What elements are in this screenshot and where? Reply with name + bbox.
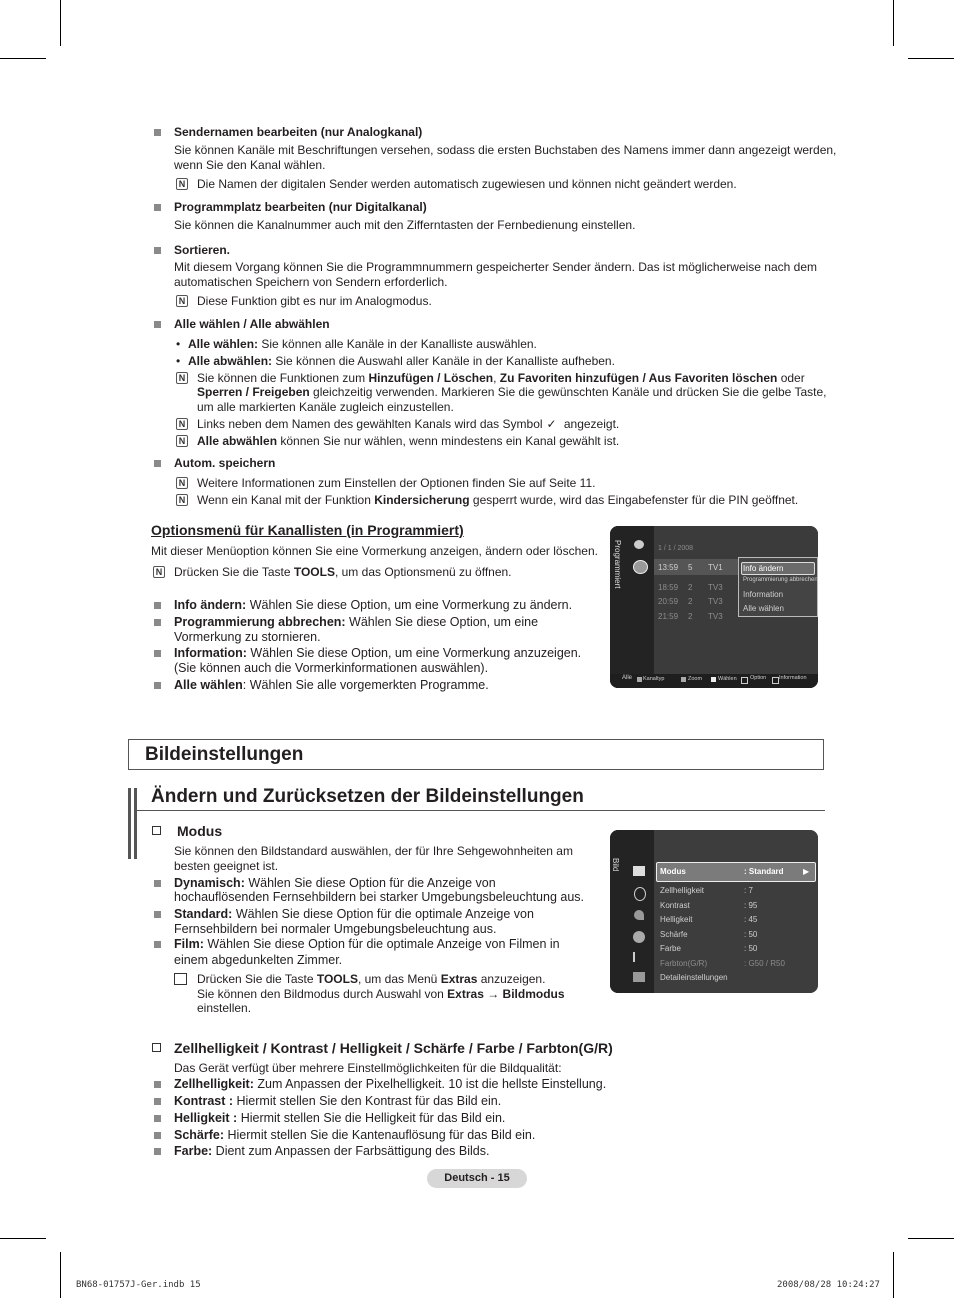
application-icon	[633, 972, 645, 982]
note-text: Weitere Informationen zum Einstellen der Optionen finden Sie auf Seite 11.	[197, 476, 596, 490]
info-icon	[772, 677, 779, 684]
note-part: Sie können die Funktionen zum	[197, 371, 369, 385]
footer-all: Alle	[622, 675, 633, 681]
setting-label[interactable]: Helligkeit	[660, 915, 693, 924]
checkbox-square-icon	[152, 1043, 161, 1052]
note-text	[197, 385, 826, 400]
bullet-square	[154, 650, 161, 657]
setting-label[interactable]: Farbe	[660, 944, 681, 953]
crop-mark	[60, 0, 61, 46]
bullet-label: Alle wählen:	[188, 337, 259, 351]
note-part: angezeigt.	[560, 417, 620, 431]
bullet-desc: Sie können alle Kanäle in der Kanalliste auswählen.	[258, 337, 537, 351]
page-number-badge: Deutsch - 15	[427, 1169, 527, 1188]
option-desc: hochauflösenden Fernsehbildern bei starker Umgebungsbeleuchtung aus.	[174, 890, 584, 904]
option-label: Schärfe:	[174, 1128, 225, 1142]
bullet-square	[154, 941, 161, 948]
title-rule	[137, 810, 825, 811]
note-text	[197, 371, 805, 386]
footer-kanaltyp: Kanaltyp	[643, 676, 665, 682]
option-item	[174, 1077, 606, 1092]
row-num: 5	[688, 563, 693, 572]
note-part: Links neben dem Namen des gewählten Kanals wird das Symbol	[197, 417, 543, 431]
bullet-square	[154, 321, 161, 328]
option-label: Dynamisch:	[174, 876, 245, 890]
option-label: Farbe:	[174, 1144, 213, 1158]
option-item	[174, 937, 560, 952]
accent-bar	[128, 788, 131, 859]
row-channel: TV3	[708, 583, 723, 592]
bullet-square	[154, 602, 161, 609]
bullet-square	[154, 247, 161, 254]
setting-value: : 50	[744, 944, 758, 953]
bullet-square	[154, 204, 161, 211]
side-label: Bild	[611, 858, 620, 872]
green-button-icon	[681, 677, 686, 682]
crop-mark	[0, 58, 46, 59]
note-part: Sie können den Bildmodus durch Auswahl von	[197, 987, 448, 1001]
red-button-icon	[637, 677, 642, 682]
note-part: , um das Menü	[357, 972, 441, 986]
popup-item-programmierung-abbrechen[interactable]: Programmierung abbrechen	[743, 577, 818, 583]
setting-label[interactable]: Detaileinstellungen	[660, 973, 728, 982]
crop-mark	[893, 0, 894, 46]
bullet-square	[154, 1081, 161, 1088]
options-heading: Optionsmenü für Kanallisten (in Programmiert)	[151, 522, 464, 538]
note-part: TOOLS	[316, 972, 358, 986]
note-text	[197, 493, 798, 508]
file-info: BN68-01757J-Ger.indb 15	[76, 1280, 201, 1290]
row-channel: TV1	[708, 563, 723, 572]
clock-icon	[633, 560, 648, 574]
tools-note	[197, 987, 565, 1002]
option-desc: Wählen Sie diese Option, um eine	[345, 615, 539, 629]
note-part: Alle abwählen	[197, 434, 278, 448]
popup-item-info-aendern[interactable]: Info ändern	[743, 564, 784, 573]
note-part: können Sie nur wählen, wenn mindestens ein Kanal gewählt ist.	[277, 434, 620, 448]
body-text: Sie können die Kanalnummer auch mit den Zifferntasten der Fernbedienung einstellen.	[174, 218, 636, 232]
bullet-dot: •	[176, 337, 181, 351]
option-desc: Wählen Sie diese Option für die Anzeige von	[244, 876, 496, 890]
section-title: Autom. speichern	[174, 456, 276, 470]
note-part: Kindersicherung	[374, 493, 470, 507]
option-label: Standard:	[174, 907, 233, 921]
note-text: Diese Funktion gibt es nur im Analogmodus.	[197, 294, 432, 308]
bullet-square	[154, 682, 161, 689]
setting-label[interactable]: Schärfe	[660, 930, 688, 939]
crop-mark	[60, 1252, 61, 1298]
body-text: Sie können Kanäle mit Beschriftungen versehen, sodass die ersten Buchstaben des Namens immer dann angezeigt werden,	[174, 143, 837, 157]
picture-icon	[633, 866, 645, 876]
note-icon: N	[176, 435, 188, 447]
bullet-dot: •	[176, 354, 181, 368]
option-desc: Wählen Sie diese Option, um eine Vormerkung anzuzeigen.	[246, 646, 582, 660]
options-popup	[738, 557, 818, 617]
option-label: Helligkeit :	[174, 1111, 238, 1125]
setting-value: : 95	[744, 901, 758, 910]
option-item	[174, 646, 581, 661]
setting-value-modus[interactable]: : Standard	[744, 867, 784, 876]
row-num: 2	[688, 612, 693, 621]
row-time: 18:59	[658, 583, 679, 592]
option-label: Kontrast :	[174, 1094, 234, 1108]
note-text	[197, 417, 619, 432]
setting-value: : G50 / R50	[744, 959, 785, 968]
bullet-square	[154, 460, 161, 467]
footer-waehlen: Wählen	[718, 676, 737, 682]
crop-mark	[908, 58, 954, 59]
tv-screen-programmiert	[610, 526, 818, 688]
option-desc: einem abgedunkelten Zimmer.	[174, 953, 343, 967]
option-item	[174, 876, 496, 891]
option-item	[174, 1128, 535, 1143]
bullet-desc: Sie können die Auswahl aller Kanäle in der Kanalliste aufheben.	[272, 354, 615, 368]
note-part: Drücken Sie die Taste	[197, 972, 317, 986]
heart-icon	[634, 540, 644, 549]
bullet-square	[154, 911, 161, 918]
note-text	[174, 565, 512, 580]
screen-list-panel	[654, 830, 818, 993]
section-title: Sortieren.	[174, 243, 231, 257]
option-item	[174, 615, 538, 630]
bullet-square	[154, 129, 161, 136]
note-part: Sperren / Freigeben	[197, 385, 310, 399]
footer-option: Option	[750, 675, 767, 681]
body-text: Das Gerät verfügt über mehrere Einstellmöglichkeiten für die Bildqualität:	[174, 1061, 562, 1075]
setting-label-modus[interactable]: Modus	[660, 867, 686, 876]
option-item	[174, 907, 534, 922]
setting-value: : 50	[744, 930, 758, 939]
tv-screen-bild	[610, 830, 818, 993]
row-time: 21:59	[658, 612, 679, 621]
note-part: ,	[493, 371, 500, 385]
note-part: , um das Optionsmenü zu öffnen.	[334, 565, 512, 579]
tools-icon	[174, 973, 187, 985]
option-label: Info ändern:	[174, 598, 247, 612]
note-text: Die Namen der digitalen Sender werden automatisch zugewiesen und können nicht geändert werden.	[197, 177, 737, 191]
setting-label[interactable]: Kontrast	[660, 901, 690, 910]
option-desc: Vormerkung zu stornieren.	[174, 630, 321, 644]
option-desc: Dient zum Anpassen der Farbsättigung des Bilds.	[212, 1144, 490, 1158]
row-num: 2	[688, 583, 693, 592]
side-label: Programmiert	[613, 540, 622, 589]
setting-value: : 7	[744, 886, 753, 895]
body-text: Mit diesem Vorgang können Sie die Programmnummern gespeicherter Sender ändern. Das ist möglicherweise nach dem	[174, 260, 817, 274]
check-icon: ✓	[546, 417, 557, 431]
bullet-square	[154, 1148, 161, 1155]
option-item	[174, 598, 572, 613]
bullet-square	[154, 1115, 161, 1122]
option-item	[174, 1144, 489, 1159]
note-icon: N	[153, 566, 165, 578]
input-icon	[633, 952, 645, 962]
section-title: Alle wählen / Alle abwählen	[174, 317, 330, 331]
screen-sidebar	[610, 830, 654, 993]
crop-mark	[908, 1238, 954, 1239]
option-desc: Wählen Sie diese Option für die optimale Anzeige von	[232, 907, 534, 921]
checkbox-square-icon	[152, 826, 161, 835]
option-item	[174, 678, 489, 693]
setting-label[interactable]: Zellhelligkeit	[660, 886, 705, 895]
option-desc: Wählen Sie diese Option für die optimale Anzeige von Filmen in	[203, 937, 560, 951]
popup-item-information[interactable]: Information	[743, 590, 784, 599]
note-part: Extras → Bildmodus	[447, 987, 565, 1001]
channel-icon	[634, 910, 644, 920]
body-text: besten geeignet ist.	[174, 859, 279, 873]
option-label: Alle wählen	[174, 678, 243, 692]
yellow-button-icon	[711, 677, 716, 682]
note-icon: N	[176, 372, 188, 384]
section-box-title: Bildeinstellungen	[145, 744, 304, 765]
bullet-text	[188, 337, 537, 352]
note-part: oder	[777, 371, 805, 385]
footer-zoom: Zoom	[688, 676, 703, 682]
option-item	[174, 1111, 505, 1126]
bullet-square	[154, 1098, 161, 1105]
section-title: Sendernamen bearbeiten (nur Analogkanal)	[174, 125, 423, 139]
sound-icon	[634, 887, 646, 901]
bullet-label: Alle abwählen:	[188, 354, 273, 368]
option-desc: Fernsehbildern bei normaler Umgebungsbeleuchtung aus.	[174, 922, 497, 936]
note-icon: N	[176, 477, 188, 489]
zell-heading: Zellhelligkeit / Kontrast / Helligkeit / Schärfe / Farbe / Farbton(G/R)	[174, 1040, 613, 1056]
tools-icon	[741, 677, 748, 684]
modus-heading: Modus	[177, 823, 223, 839]
note-icon: N	[176, 418, 188, 430]
row-time: 13:59	[658, 563, 679, 572]
body-text: Sie können den Bildstandard auswählen, der für Ihre Sehgewohnheiten am	[174, 844, 573, 858]
option-desc: Zum Anpassen der Pixelhelligkeit. 10 ist die hellste Einstellung.	[253, 1077, 607, 1091]
bullet-text	[188, 354, 615, 369]
option-desc: : Wählen Sie alle vorgemerkten Programme.	[242, 678, 489, 692]
note-part: Wenn ein Kanal mit der Funktion	[197, 493, 375, 507]
note-icon: N	[176, 178, 188, 190]
note-part: gesperrt wurde, wird das Eingabefenster für die PIN geöffnet.	[469, 493, 799, 507]
note-icon: N	[176, 494, 188, 506]
bullet-square	[154, 619, 161, 626]
arrow-right-icon: ▶	[803, 867, 810, 876]
option-label: Zellhelligkeit:	[174, 1077, 254, 1091]
option-desc: Wählen Sie diese Option, um eine Vormerkung zu ändern.	[246, 598, 573, 612]
row-time: 20:59	[658, 597, 679, 606]
note-icon: N	[176, 295, 188, 307]
footer-information: Information	[779, 675, 807, 681]
accent-bar	[134, 788, 137, 859]
note-part: Zu Favoriten hinzufügen / Aus Favoriten löschen	[499, 371, 778, 385]
option-desc: Hiermit stellen Sie die Kantenauflösung für das Bild ein.	[224, 1128, 536, 1142]
gear-icon	[633, 931, 645, 943]
option-item	[174, 1094, 501, 1109]
note-part: TOOLS	[293, 565, 335, 579]
page-title: Ändern und Zurücksetzen der Bildeinstellungen	[151, 786, 584, 807]
row-channel: TV3	[708, 597, 723, 606]
body-text: automatischen Speichern von Sendern erforderlich.	[174, 275, 448, 289]
option-desc: Hiermit stellen Sie die Helligkeit für das Bild ein.	[237, 1111, 506, 1125]
crop-mark	[893, 1252, 894, 1298]
note-text: um alle markierten Kanäle zugleich einzustellen.	[197, 400, 454, 414]
section-title: Programmplatz bearbeiten (nur Digitalkanal)	[174, 200, 427, 214]
body-text: wenn Sie den Kanal wählen.	[174, 158, 326, 172]
option-label: Information:	[174, 646, 247, 660]
bullet-square	[154, 1132, 161, 1139]
option-label: Programmierung abbrechen:	[174, 615, 346, 629]
option-desc: (Sie können auch die Vormerkinformationen auswählen).	[174, 661, 489, 675]
note-text	[197, 434, 619, 449]
timestamp: 2008/08/28 10:24:27	[777, 1280, 880, 1290]
crop-mark	[0, 1238, 46, 1239]
tools-note	[197, 972, 545, 987]
option-label: Film:	[174, 937, 204, 951]
note-part: Extras	[440, 972, 478, 986]
row-channel: TV3	[708, 612, 723, 621]
note-part: Hinzufügen / Löschen	[368, 371, 494, 385]
bullet-square	[154, 880, 161, 887]
setting-label[interactable]: Farbton(G/R)	[660, 959, 708, 968]
row-num: 2	[688, 597, 693, 606]
tools-note: einstellen.	[197, 1001, 252, 1015]
popup-item-alle-waehlen[interactable]: Alle wählen	[743, 604, 784, 613]
options-intro: Mit dieser Menüoption können Sie eine Vormerkung anzeigen, ändern oder löschen.	[151, 544, 598, 558]
note-part: Drücken Sie die Taste	[174, 565, 294, 579]
date-label: 1 / 1 / 2008	[658, 545, 694, 552]
option-desc: Hiermit stellen Sie den Kontrast für das Bild ein.	[233, 1094, 502, 1108]
setting-value: : 45	[744, 915, 758, 924]
note-part: gleichzeitig verwenden. Markieren Sie die gewünschten Kanäle und drücken Sie die gelbe Taste,	[309, 385, 827, 399]
note-part: anzuzeigen.	[477, 972, 546, 986]
